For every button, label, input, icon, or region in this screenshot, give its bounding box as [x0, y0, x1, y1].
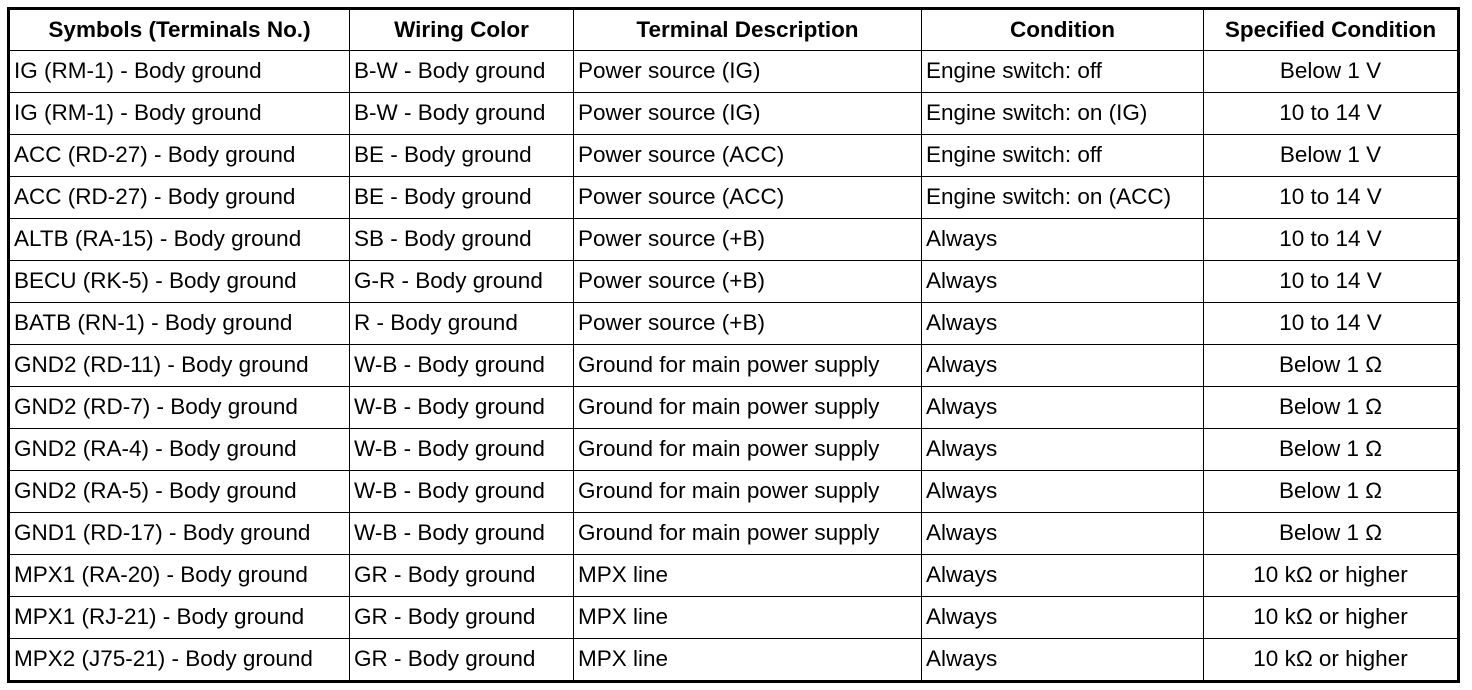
- symbol-cell: GND2 (RA-5) - Body ground: [9, 471, 350, 513]
- table-row: [9, 429, 1459, 471]
- wiring-color-cell: GR - Body ground: [350, 555, 574, 597]
- table-row: [9, 513, 1459, 555]
- wiring-color-cell: W-B - Body ground: [350, 345, 574, 387]
- wiring-color-cell: BE - Body ground: [350, 177, 574, 219]
- table-row: [9, 555, 1459, 597]
- specified-condition-cell: Below 1 Ω: [1204, 471, 1459, 513]
- specified-condition-cell: 10 to 14 V: [1204, 219, 1459, 261]
- wiring-color-cell: B-W - Body ground: [350, 93, 574, 135]
- wiring-color-cell: GR - Body ground: [350, 597, 574, 639]
- table-row: [9, 471, 1459, 513]
- table-row: [9, 261, 1459, 303]
- header-condition: Condition: [922, 9, 1204, 51]
- specified-condition-cell: 10 to 14 V: [1204, 93, 1459, 135]
- condition-cell: Always: [922, 513, 1204, 555]
- symbol-cell: MPX1 (RJ-21) - Body ground: [9, 597, 350, 639]
- table-row: [9, 93, 1459, 135]
- specified-condition-cell: Below 1 Ω: [1204, 513, 1459, 555]
- table-row: [9, 597, 1459, 639]
- symbol-cell: GND2 (RD-11) - Body ground: [9, 345, 350, 387]
- table-row: [9, 135, 1459, 177]
- symbol-cell: BATB (RN-1) - Body ground: [9, 303, 350, 345]
- condition-cell: Engine switch: off: [922, 51, 1204, 93]
- table-row: [9, 303, 1459, 345]
- symbol-cell: MPX2 (J75-21) - Body ground: [9, 639, 350, 682]
- table-row: [9, 177, 1459, 219]
- terminal-description-cell: Ground for main power supply: [574, 429, 922, 471]
- specified-condition-cell: 10 kΩ or higher: [1204, 639, 1459, 682]
- wiring-color-cell: SB - Body ground: [350, 219, 574, 261]
- specified-condition-cell: 10 kΩ or higher: [1204, 555, 1459, 597]
- specified-condition-cell: Below 1 Ω: [1204, 345, 1459, 387]
- condition-cell: Always: [922, 471, 1204, 513]
- table-header-row: [9, 9, 1459, 51]
- condition-cell: Always: [922, 261, 1204, 303]
- terminal-description-cell: MPX line: [574, 555, 922, 597]
- wiring-color-cell: W-B - Body ground: [350, 429, 574, 471]
- condition-cell: Always: [922, 555, 1204, 597]
- terminal-description-cell: Power source (IG): [574, 93, 922, 135]
- terminal-description-cell: Ground for main power supply: [574, 513, 922, 555]
- header-specified-condition: Specified Condition: [1204, 9, 1459, 51]
- wiring-color-cell: R - Body ground: [350, 303, 574, 345]
- condition-cell: Engine switch: on (IG): [922, 93, 1204, 135]
- table-row: [9, 345, 1459, 387]
- header-wiring-color: Wiring Color: [350, 9, 574, 51]
- symbol-cell: IG (RM-1) - Body ground: [9, 93, 350, 135]
- specified-condition-cell: 10 to 14 V: [1204, 177, 1459, 219]
- condition-cell: Always: [922, 219, 1204, 261]
- condition-cell: Always: [922, 303, 1204, 345]
- terminal-description-cell: Ground for main power supply: [574, 345, 922, 387]
- header-terminal-description: Terminal Description: [574, 9, 922, 51]
- terminal-description-cell: Power source (+B): [574, 303, 922, 345]
- terminal-description-cell: Ground for main power supply: [574, 471, 922, 513]
- specified-condition-cell: 10 to 14 V: [1204, 303, 1459, 345]
- symbol-cell: GND2 (RA-4) - Body ground: [9, 429, 350, 471]
- specified-condition-cell: Below 1 V: [1204, 51, 1459, 93]
- specified-condition-cell: 10 kΩ or higher: [1204, 597, 1459, 639]
- wiring-color-cell: W-B - Body ground: [350, 513, 574, 555]
- table-row: [9, 51, 1459, 93]
- specified-condition-cell: 10 to 14 V: [1204, 261, 1459, 303]
- condition-cell: Always: [922, 429, 1204, 471]
- condition-cell: Always: [922, 387, 1204, 429]
- condition-cell: Always: [922, 639, 1204, 682]
- wiring-color-cell: BE - Body ground: [350, 135, 574, 177]
- symbol-cell: GND1 (RD-17) - Body ground: [9, 513, 350, 555]
- symbol-cell: ALTB (RA-15) - Body ground: [9, 219, 350, 261]
- symbol-cell: ACC (RD-27) - Body ground: [9, 177, 350, 219]
- header-symbols-terminals: Symbols (Terminals No.): [9, 9, 350, 51]
- wiring-color-cell: B-W - Body ground: [350, 51, 574, 93]
- condition-cell: Engine switch: on (ACC): [922, 177, 1204, 219]
- condition-cell: Engine switch: off: [922, 135, 1204, 177]
- terminal-description-cell: MPX line: [574, 597, 922, 639]
- wiring-color-cell: G-R - Body ground: [350, 261, 574, 303]
- wiring-color-cell: GR - Body ground: [350, 639, 574, 682]
- symbol-cell: IG (RM-1) - Body ground: [9, 51, 350, 93]
- symbol-cell: GND2 (RD-7) - Body ground: [9, 387, 350, 429]
- specified-condition-cell: Below 1 Ω: [1204, 429, 1459, 471]
- terminal-spec-table: [7, 7, 1460, 683]
- specified-condition-cell: Below 1 V: [1204, 135, 1459, 177]
- specified-condition-cell: Below 1 Ω: [1204, 387, 1459, 429]
- wiring-color-cell: W-B - Body ground: [350, 471, 574, 513]
- terminal-description-cell: Ground for main power supply: [574, 387, 922, 429]
- table-row: [9, 387, 1459, 429]
- terminal-description-cell: Power source (+B): [574, 219, 922, 261]
- table-row: [9, 219, 1459, 261]
- terminal-description-cell: Power source (ACC): [574, 135, 922, 177]
- terminal-description-cell: Power source (+B): [574, 261, 922, 303]
- terminal-description-cell: Power source (IG): [574, 51, 922, 93]
- terminal-description-cell: Power source (ACC): [574, 177, 922, 219]
- terminal-spec-sheet: [7, 7, 1457, 685]
- wiring-color-cell: W-B - Body ground: [350, 387, 574, 429]
- symbol-cell: ACC (RD-27) - Body ground: [9, 135, 350, 177]
- condition-cell: Always: [922, 597, 1204, 639]
- symbol-cell: MPX1 (RA-20) - Body ground: [9, 555, 350, 597]
- condition-cell: Always: [922, 345, 1204, 387]
- symbol-cell: BECU (RK-5) - Body ground: [9, 261, 350, 303]
- table-row: [9, 639, 1459, 682]
- terminal-description-cell: MPX line: [574, 639, 922, 682]
